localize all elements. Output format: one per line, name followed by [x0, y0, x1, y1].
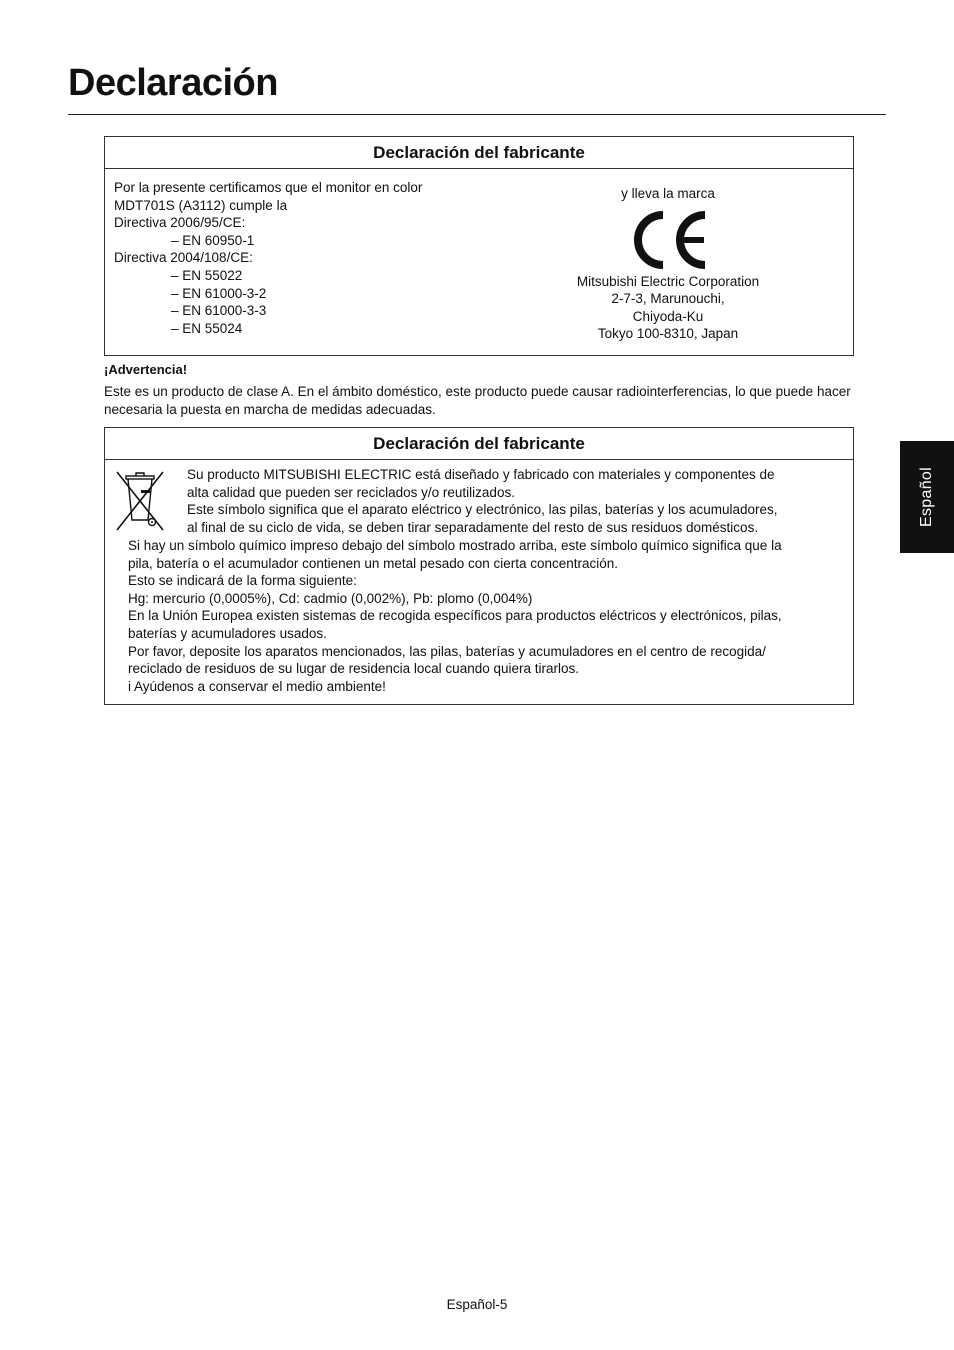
- chemical-symbols-line: Hg: mercurio (0,0005%), Cd: cadmio (0,002%), Pb: plomo (0,004%): [128, 590, 533, 606]
- paragraph-line: Por favor, deposite los aparatos mencionados, las pilas, baterías y acumuladores en el centro de recogida/: [128, 643, 766, 659]
- language-label: Español: [918, 467, 935, 527]
- ce-mark-block: [545, 185, 791, 343]
- conformity-statement: [114, 179, 554, 337]
- paragraph-line: Este símbolo significa que el aparato eléctrico y electrónico, las pilas, baterías y los acumuladores,: [187, 502, 778, 518]
- directive-line: Directiva 2004/108/CE:: [114, 250, 253, 266]
- paragraph-line: i Ayúdenos a conservar el medio ambiente!: [128, 678, 386, 694]
- standard-line: – EN 61000-3-3: [171, 303, 267, 319]
- paragraph-line: alta calidad que pueden ser reciclados y/o reutilizados.: [187, 484, 515, 500]
- paragraph-line: pila, batería o el acumulador contienen un metal pesado con cierta concentración.: [128, 555, 619, 571]
- statement-line: Por la presente certificamos que el monitor en color: [114, 180, 423, 195]
- directive-line: Directiva 2006/95/CE:: [114, 215, 246, 231]
- statement-line: MDT701S (A3112) cumple la: [114, 197, 288, 213]
- address-line: 2-7-3, Marunouchi,: [611, 291, 725, 307]
- title-divider: [68, 114, 886, 115]
- ce-mark-icon: [626, 207, 710, 273]
- box-heading: Declaración del fabricante: [105, 137, 853, 169]
- paragraph-line: reciclado de residuos de su lugar de residencia local cuando quiera tirarlos.: [128, 661, 580, 677]
- mark-caption: y lleva la marca: [621, 186, 715, 201]
- warning-text: Este es un producto de clase A. En el ámbito doméstico, este producto puede causar radiointerferencias, lo que puede hacer necesaria la puesta en marcha de medidas adecuadas.: [104, 384, 851, 417]
- standard-line: – EN 55024: [171, 320, 243, 336]
- recycling-intro: [187, 466, 847, 536]
- paragraph-line: baterías y acumuladores usados.: [128, 625, 327, 641]
- standard-line: – EN 60950-1: [171, 232, 255, 248]
- address-line: Chiyoda-Ku: [632, 308, 704, 324]
- standard-line: – EN 61000-3-2: [171, 285, 267, 301]
- box-heading: Declaración del fabricante: [105, 428, 853, 460]
- recycling-details: [128, 537, 848, 695]
- address-line: Mitsubishi Electric Corporation: [576, 273, 760, 289]
- page-title: Declaración: [68, 62, 278, 104]
- paragraph-line: Si hay un símbolo químico impreso debajo del símbolo mostrado arriba, este símbolo químico significa que la: [128, 538, 782, 553]
- manufacturer-declaration-ce-box: [104, 136, 854, 356]
- paragraph-line: Su producto MITSUBISHI ELECTRIC está diseñado y fabricado con materiales y componentes de: [187, 467, 775, 482]
- language-side-tab: [900, 441, 954, 553]
- address-line: Tokyo 100-8310, Japan: [597, 326, 739, 342]
- standard-line: – EN 55022: [171, 267, 243, 283]
- crossed-out-wheelie-bin-icon: [114, 468, 166, 532]
- paragraph-line: al final de su ciclo de vida, se deben tirar separadamente del resto de sus residuos domésticos.: [187, 519, 759, 535]
- page-number: Español-5: [446, 1297, 508, 1312]
- paragraph-line: Esto se indicará de la forma siguiente:: [128, 573, 357, 589]
- paragraph-line: En la Unión Europea existen sistemas de recogida específicos para productos eléctricos y electrónicos, pilas,: [128, 608, 782, 624]
- manufacturer-declaration-weee-box: [104, 427, 854, 705]
- warning-title: ¡Advertencia!: [104, 362, 188, 377]
